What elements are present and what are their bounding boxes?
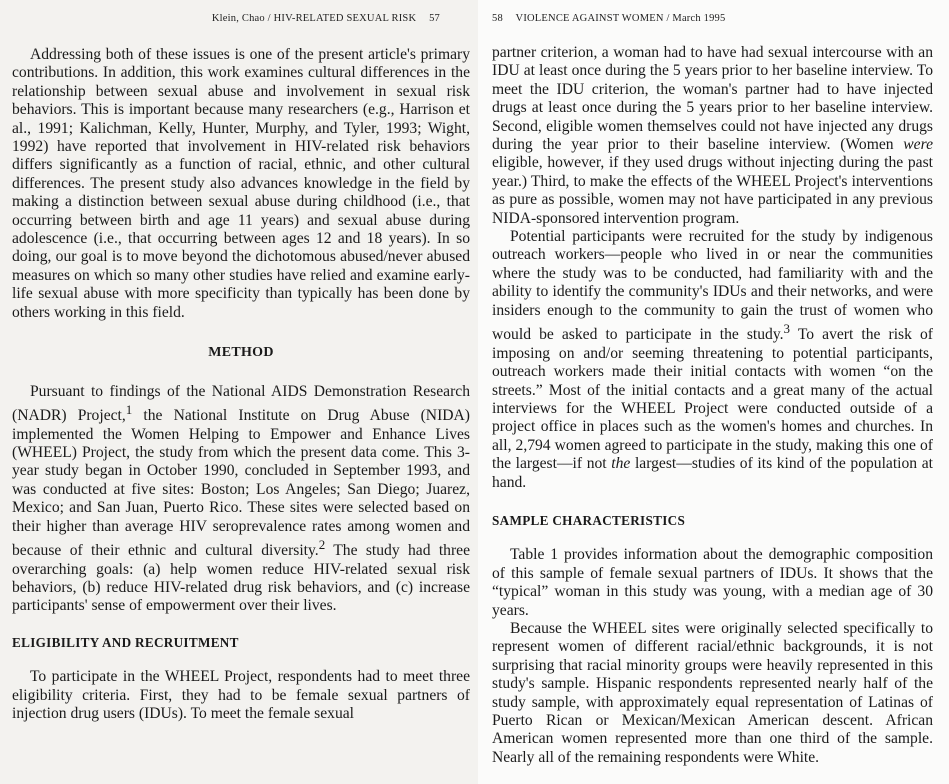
running-head-left bbox=[12, 12, 470, 26]
body-paragraph: To participate in the WHEEL Project, respondents had to meet three eligibility criteria. First, they had to be female sexual partners of injection drug users (IDUs). To meet the female sexual bbox=[12, 668, 470, 722]
text-run: partner criterion, a woman had to have had sexual intercourse with an IDU at least once during the 5 years prior to her baseline interview. To meet the IDU criterion, the woman's partner had to have injected drugs at least once during the 5 years prior to her baseline interview. Second, eligible women themselves could not have injected any drugs during the year prior to their baseline interview. (Women bbox=[492, 44, 933, 154]
page-number: 57 bbox=[429, 13, 440, 24]
body-paragraph bbox=[12, 383, 470, 616]
body-paragraph bbox=[492, 228, 933, 492]
footnote-marker: 1 bbox=[125, 401, 133, 417]
section-heading-method: METHOD bbox=[208, 345, 274, 361]
text-run: Pursuant to findings of the National AIDS Demonstration Research (NADR) Project, bbox=[12, 382, 470, 425]
body-paragraph: Because the WHEEL sites were originally selected specifically to represent women of different racial/ethnic backgrounds, it is not surprising that racial minority groups were heavily represented in this study's sample. Hispanic respondents represented nearly half of the study sample, with approximately equal representation of Latinas of Puerto Rican or Mexican/Mexican American descent. African American women represented more than one third of the sample. Nearly all of the remaining respondents were White. bbox=[492, 619, 933, 766]
text-run: To avert the risk of imposing on and/or seeming threatening to potential participants, outreach workers made their initial contacts with women “on the streets.” Most of the initial contacts and a great many of the actual interviews for the WHEEL Project were conducted outside of a project office in places such as the women's homes and churches. In all, 2,794 women agreed to participate in the study, making this one of the largest—if not bbox=[492, 326, 933, 473]
text-run: The study had three overarching goals: (a) help women reduce HIV-related sexual risk behaviors, (b) reduce HIV-related drug risk behaviors, and (c) increase participants' sense of empowerment over their lives. bbox=[12, 542, 470, 615]
body-paragraph bbox=[492, 44, 933, 228]
emphasis: were bbox=[903, 136, 933, 154]
body-paragraph: Addressing both of these issues is one of the present article's primary contributions. In addition, this work examines cultural differences in the relationship between sexual abuse and involvement in sexual risk behaviors. This is important because many researchers (e.g., Harrison et al., 1991; Kalichman, Kelly, Hunter, Murphy, and Tyler, 1993; Wight, 1992) have reported that involvement in HIV-related risk behaviors differs significantly as a function of racial, ethnic, and other cultural differences. The present study also advances knowledge in the field by making a distinction between sexual abuse during childhood (i.e., that occurring between birth and age 11 years) and sexual abuse during adolescence (i.e., that occurring between ages 12 and 18 years). In so doing, our goal is to move beyond the dichotomous abused/never abused measures on which so many other studies have relied and examine early-life sexual abuse with more specificity than typically has been done by others working in this field. bbox=[12, 46, 470, 321]
footnote-marker: 2 bbox=[318, 536, 326, 552]
footnote-marker: 3 bbox=[783, 321, 791, 337]
text-run: largest—studies of its kind of the population at hand. bbox=[492, 455, 933, 491]
text-run: Potential participants were recruited for the study by indigenous outreach workers—people who lived in or near the communities where the study was to be conducted, had familiarity with and the ability to identify the community's IDUs and their networks, and were insiders enough to the community to gain the trust of women who would be asked to participate in the study. bbox=[492, 228, 933, 344]
text-run: the National Institute on Drug Abuse (NIDA) implemented the Women Helping to Empower and Enhance Lives (WHEEL) Project, the study from which the present data come. This 3-year study began in October 1990, concluded in September 1993, and was conducted at five sites: Boston; Los Angeles; San Diego; Juarez, Mexico; and San Juan, Puerto Rico. These sites were selected based on their higher than average HIV seroprevalence rates among women and because of their ethnic and cultural diversity. bbox=[12, 407, 470, 560]
running-head-title: VIOLENCE AGAINST WOMEN / March 1995 bbox=[515, 13, 726, 24]
page-number: 58 bbox=[492, 13, 503, 24]
emphasis: the bbox=[611, 455, 631, 473]
text-run: eligible, however, if they used drugs without injecting during the past year.) Third, to make the effects of the WHEEL Project's interventions as pure as possible, women may not have participated in any previous NIDA-sponsored intervention program. bbox=[492, 154, 933, 227]
right-page bbox=[478, 0, 949, 784]
body-paragraph: Table 1 provides information about the demographic composition of this sample of female sexual partners of IDUs. It shows that the “typical” woman in this study was young, with a median age of 30 years. bbox=[492, 546, 933, 619]
subheading-eligibility: ELIGIBILITY AND RECRUITMENT bbox=[12, 634, 239, 650]
running-head-title: Klein, Chao / HIV-RELATED SEXUAL RISK bbox=[211, 13, 417, 24]
subheading-sample-characteristics: SAMPLE CHARACTERISTICS bbox=[492, 512, 686, 528]
running-head-right bbox=[492, 12, 933, 26]
